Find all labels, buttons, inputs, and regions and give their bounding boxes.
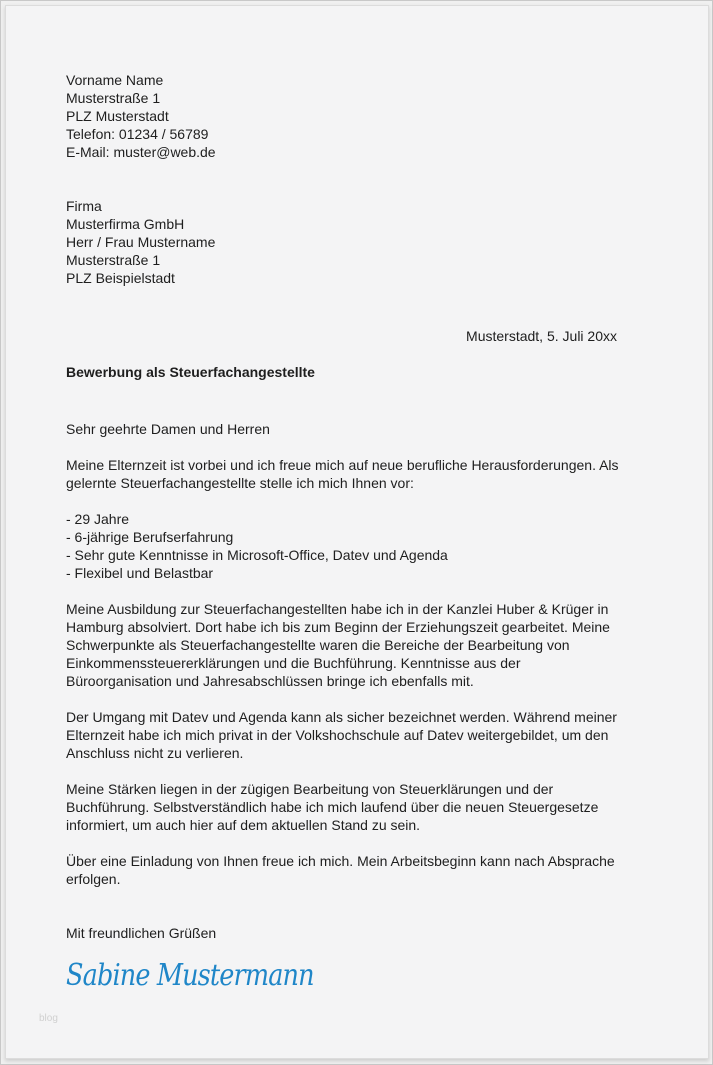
text-line: Büroorganisation und Jahresabschlüssen bringe ich ebenfalls mit. <box>66 673 474 689</box>
recipient-address <box>66 197 215 287</box>
text-line: Vorname Name <box>66 72 164 88</box>
paragraph-software <box>66 708 617 762</box>
text-line: - 6-jährige Berufserfahrung <box>66 529 234 545</box>
text-line: PLZ Musterstadt <box>66 108 169 124</box>
watermark: blog <box>39 1013 58 1024</box>
text-line: Musterstraße 1 <box>66 90 161 106</box>
signature: Sabine Mustermann <box>66 958 314 993</box>
text-line: Der Umgang mit Datev und Agenda kann als sicher bezeichnet werden. Während meiner <box>66 709 617 725</box>
text-line: Telefon: 01234 / 56789 <box>66 126 209 142</box>
text-line: Elternzeit habe ich mich privat in der Volkshochschule auf Datev weitergebildet, um den <box>66 727 609 743</box>
paragraph-education <box>66 600 610 690</box>
text-line: E-Mail: muster@web.de <box>66 144 216 160</box>
closing <box>66 924 216 942</box>
qualification-list <box>66 510 448 582</box>
text-line: gelernte Steuerfachangestellte stelle ich mich Ihnen vor: <box>66 475 414 491</box>
text-line: erfolgen. <box>66 871 121 887</box>
text-line: - Sehr gute Kenntnisse in Microsoft-Office, Datev und Agenda <box>66 547 448 563</box>
paragraph-closing <box>66 852 615 888</box>
text-line: Schwerpunkte als Steuerfachangestellte waren die Bereiche der Bearbeitung von <box>66 637 570 653</box>
text-line: Anschluss nicht zu verlieren. <box>66 745 244 761</box>
paragraph-strengths <box>66 780 598 834</box>
sender-address <box>66 71 216 161</box>
text-line: Einkommenssteuererklärungen und die Buchführung. Kenntnisse aus der <box>66 655 521 671</box>
letter-date <box>466 327 617 345</box>
text-line: - Flexibel und Belastbar <box>66 565 214 581</box>
text-line: Über eine Einladung von Ihnen freue ich mich. Mein Arbeitsbeginn kann nach Absprache <box>66 853 615 869</box>
text-line: Meine Elternzeit ist vorbei und ich freue mich auf neue berufliche Herausforderungen. Als <box>66 457 619 473</box>
date-text: Musterstadt, 5. Juli 20xx <box>466 328 617 344</box>
text-line: Meine Stärken liegen in der zügigen Bearbeitung von Steuerklärungen und der <box>66 781 554 797</box>
text-line: Firma <box>66 198 102 214</box>
text-line: Musterstraße 1 <box>66 252 161 268</box>
closing-text: Mit freundlichen Grüßen <box>66 925 217 941</box>
text-line: Buchführung. Selbstverständlich habe ich mich laufend über die neuen Steuergesetze <box>66 799 599 815</box>
salutation <box>66 420 270 438</box>
subject-text: Bewerbung als Steuerfachangestellte <box>66 364 315 380</box>
text-line: PLZ Beispielstadt <box>66 270 175 286</box>
intro-paragraph <box>66 456 619 492</box>
subject-line <box>66 363 315 381</box>
text-line: Meine Ausbildung zur Steuerfachangestellten habe ich in der Kanzlei Huber & Krüger in <box>66 601 609 617</box>
text-line: Hamburg absolviert. Dort habe ich bis zum Beginn der Erziehungszeit gearbeitet. Meine <box>66 619 610 635</box>
text-line: Musterfirma GmbH <box>66 216 185 232</box>
text-line: informiert, um auch hier auf dem aktuellen Stand zu sein. <box>66 817 421 833</box>
salutation-text: Sehr geehrte Damen und Herren <box>66 421 270 437</box>
text-line: - 29 Jahre <box>66 511 130 527</box>
text-line: Herr / Frau Mustername <box>66 234 216 250</box>
